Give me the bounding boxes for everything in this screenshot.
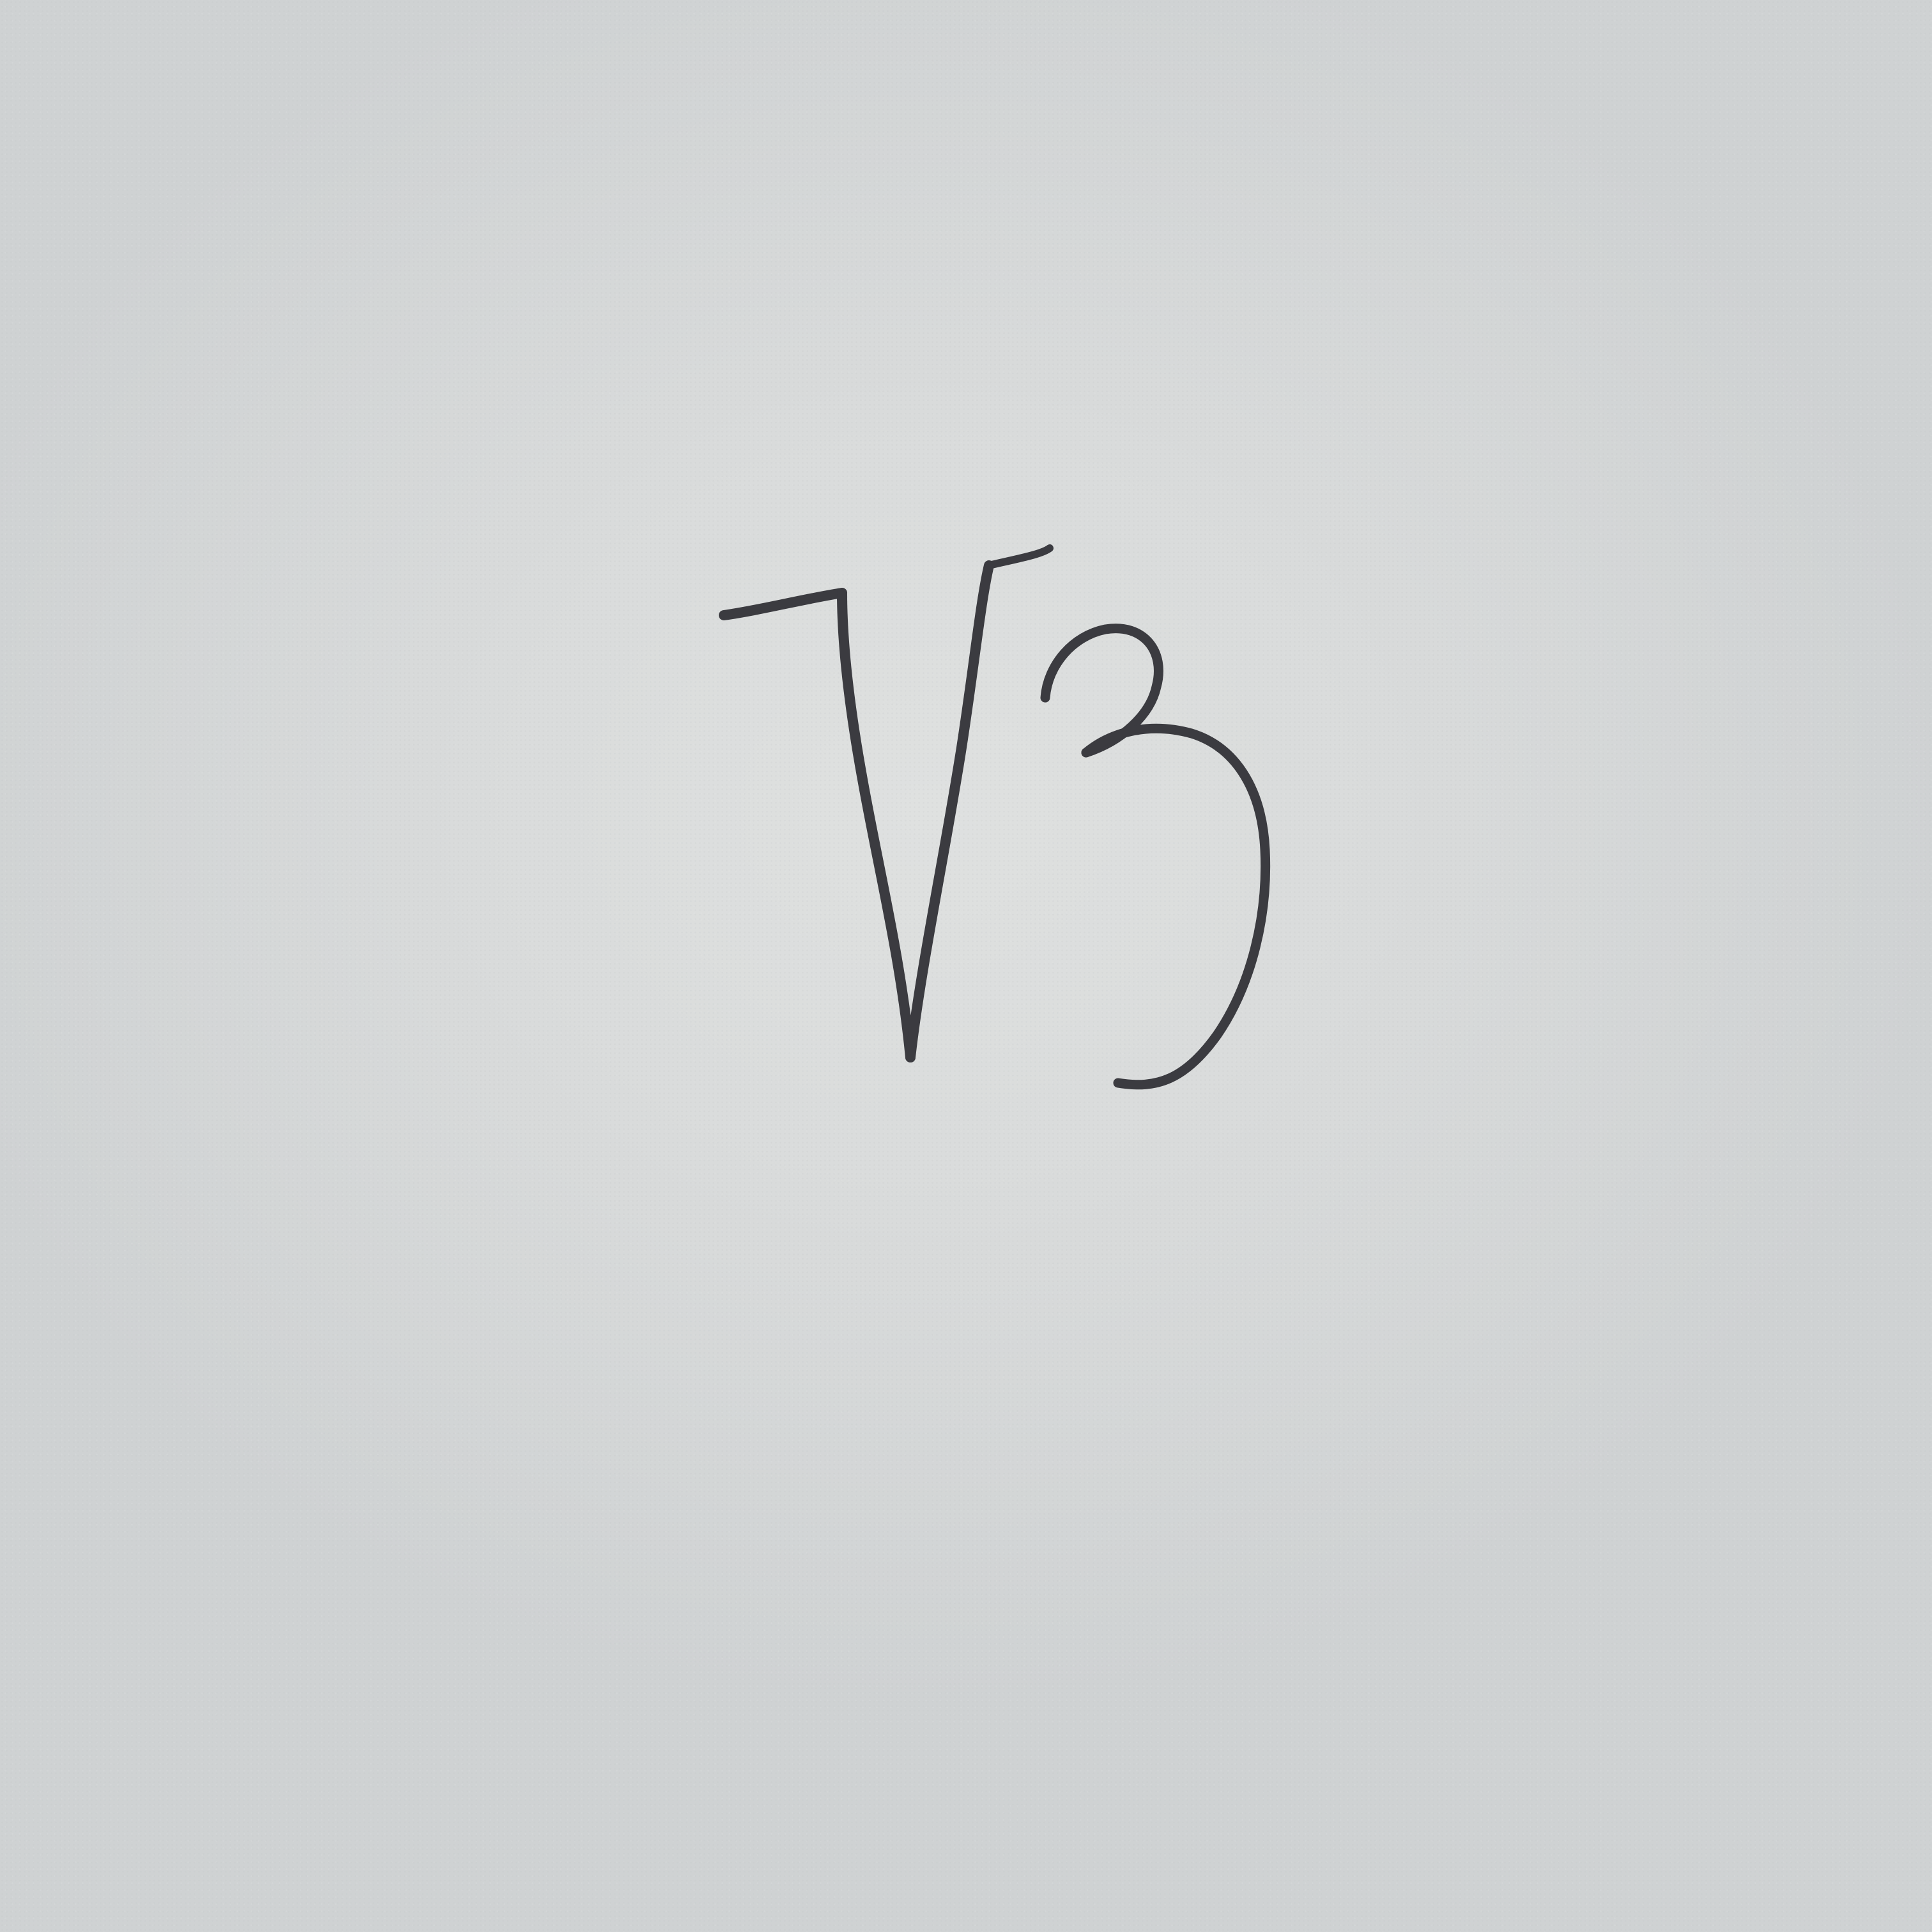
handwritten-three-glyph (1045, 629, 1266, 1085)
handwritten-v-glyph (724, 548, 1050, 1057)
